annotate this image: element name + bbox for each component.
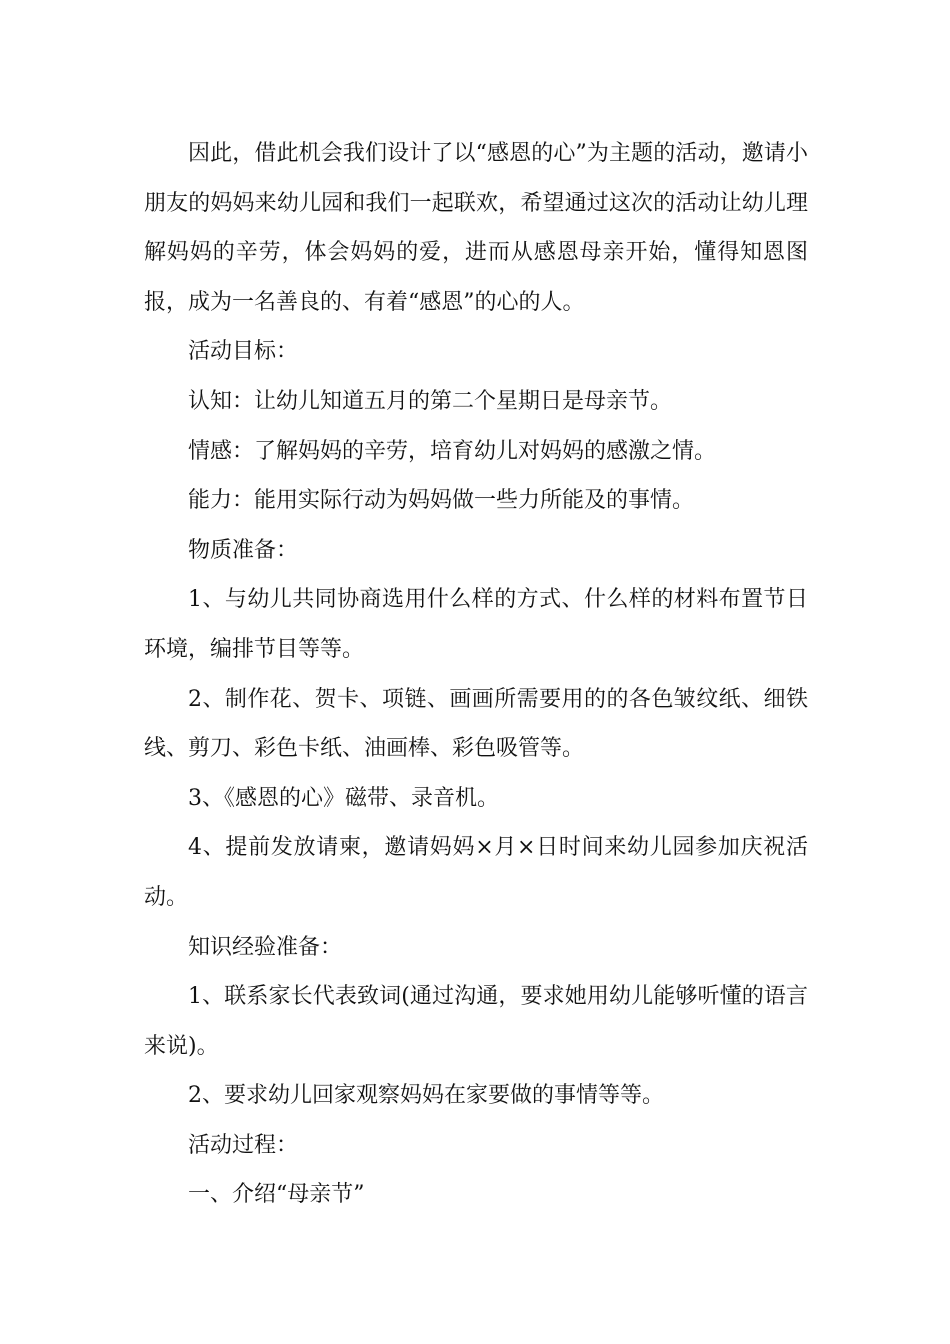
paragraph-intro: 因此，借此机会我们设计了以“感恩的心”为主题的活动，邀请小朋友的妈妈来幼儿园和我们一起联欢，希望通过这次的活动让幼儿理解妈妈的辛劳，体会妈妈的爱，进而从感恩母亲开始，懂得知恩图报，成为一名善良的、有着“感恩”的心的人。 <box>144 141 808 315</box>
heading-knowledge-prep: 知识经验准备： <box>188 934 343 960</box>
material-item-1: 1、与幼儿共同协商选用什么样的方式、什么样的材料布置节日环境，编排节目等等。 <box>144 587 808 662</box>
material-item-2: 2、制作花、贺卡、项链、画画所需要用的的各色皱纹纸、细铁线、剪刀、彩色卡纸、油画棒、彩色吸管等。 <box>144 686 808 762</box>
material-item-3: 3、《感恩的心》磁带、录音机。 <box>188 785 499 811</box>
heading-activity-goals: 活动目标： <box>188 339 299 365</box>
heading-activity-process: 活动过程： <box>188 1132 299 1158</box>
knowledge-item-1: 1、联系家长代表致词(通过沟通，要求她用幼儿能够听懂的语言来说)。 <box>144 984 808 1059</box>
process-step-1: 一、介绍“母亲节” <box>188 1182 365 1208</box>
material-item-4: 4、提前发放请柬，邀请妈妈×月×日时间来幼儿园参加庆祝活动。 <box>144 835 808 910</box>
heading-material-prep: 物质准备： <box>188 537 299 563</box>
document-body <box>144 129 808 1220</box>
goal-emotion: 情感：了解妈妈的辛劳，培育幼儿对妈妈的感激之情。 <box>188 438 717 464</box>
knowledge-item-2: 2、要求幼儿回家观察妈妈在家要做的事情等等。 <box>188 1083 664 1109</box>
goal-cognition: 认知：让幼儿知道五月的第二个星期日是母亲节。 <box>188 388 673 414</box>
goal-ability: 能力：能用实际行动为妈妈做一些力所能及的事情。 <box>188 488 695 514</box>
